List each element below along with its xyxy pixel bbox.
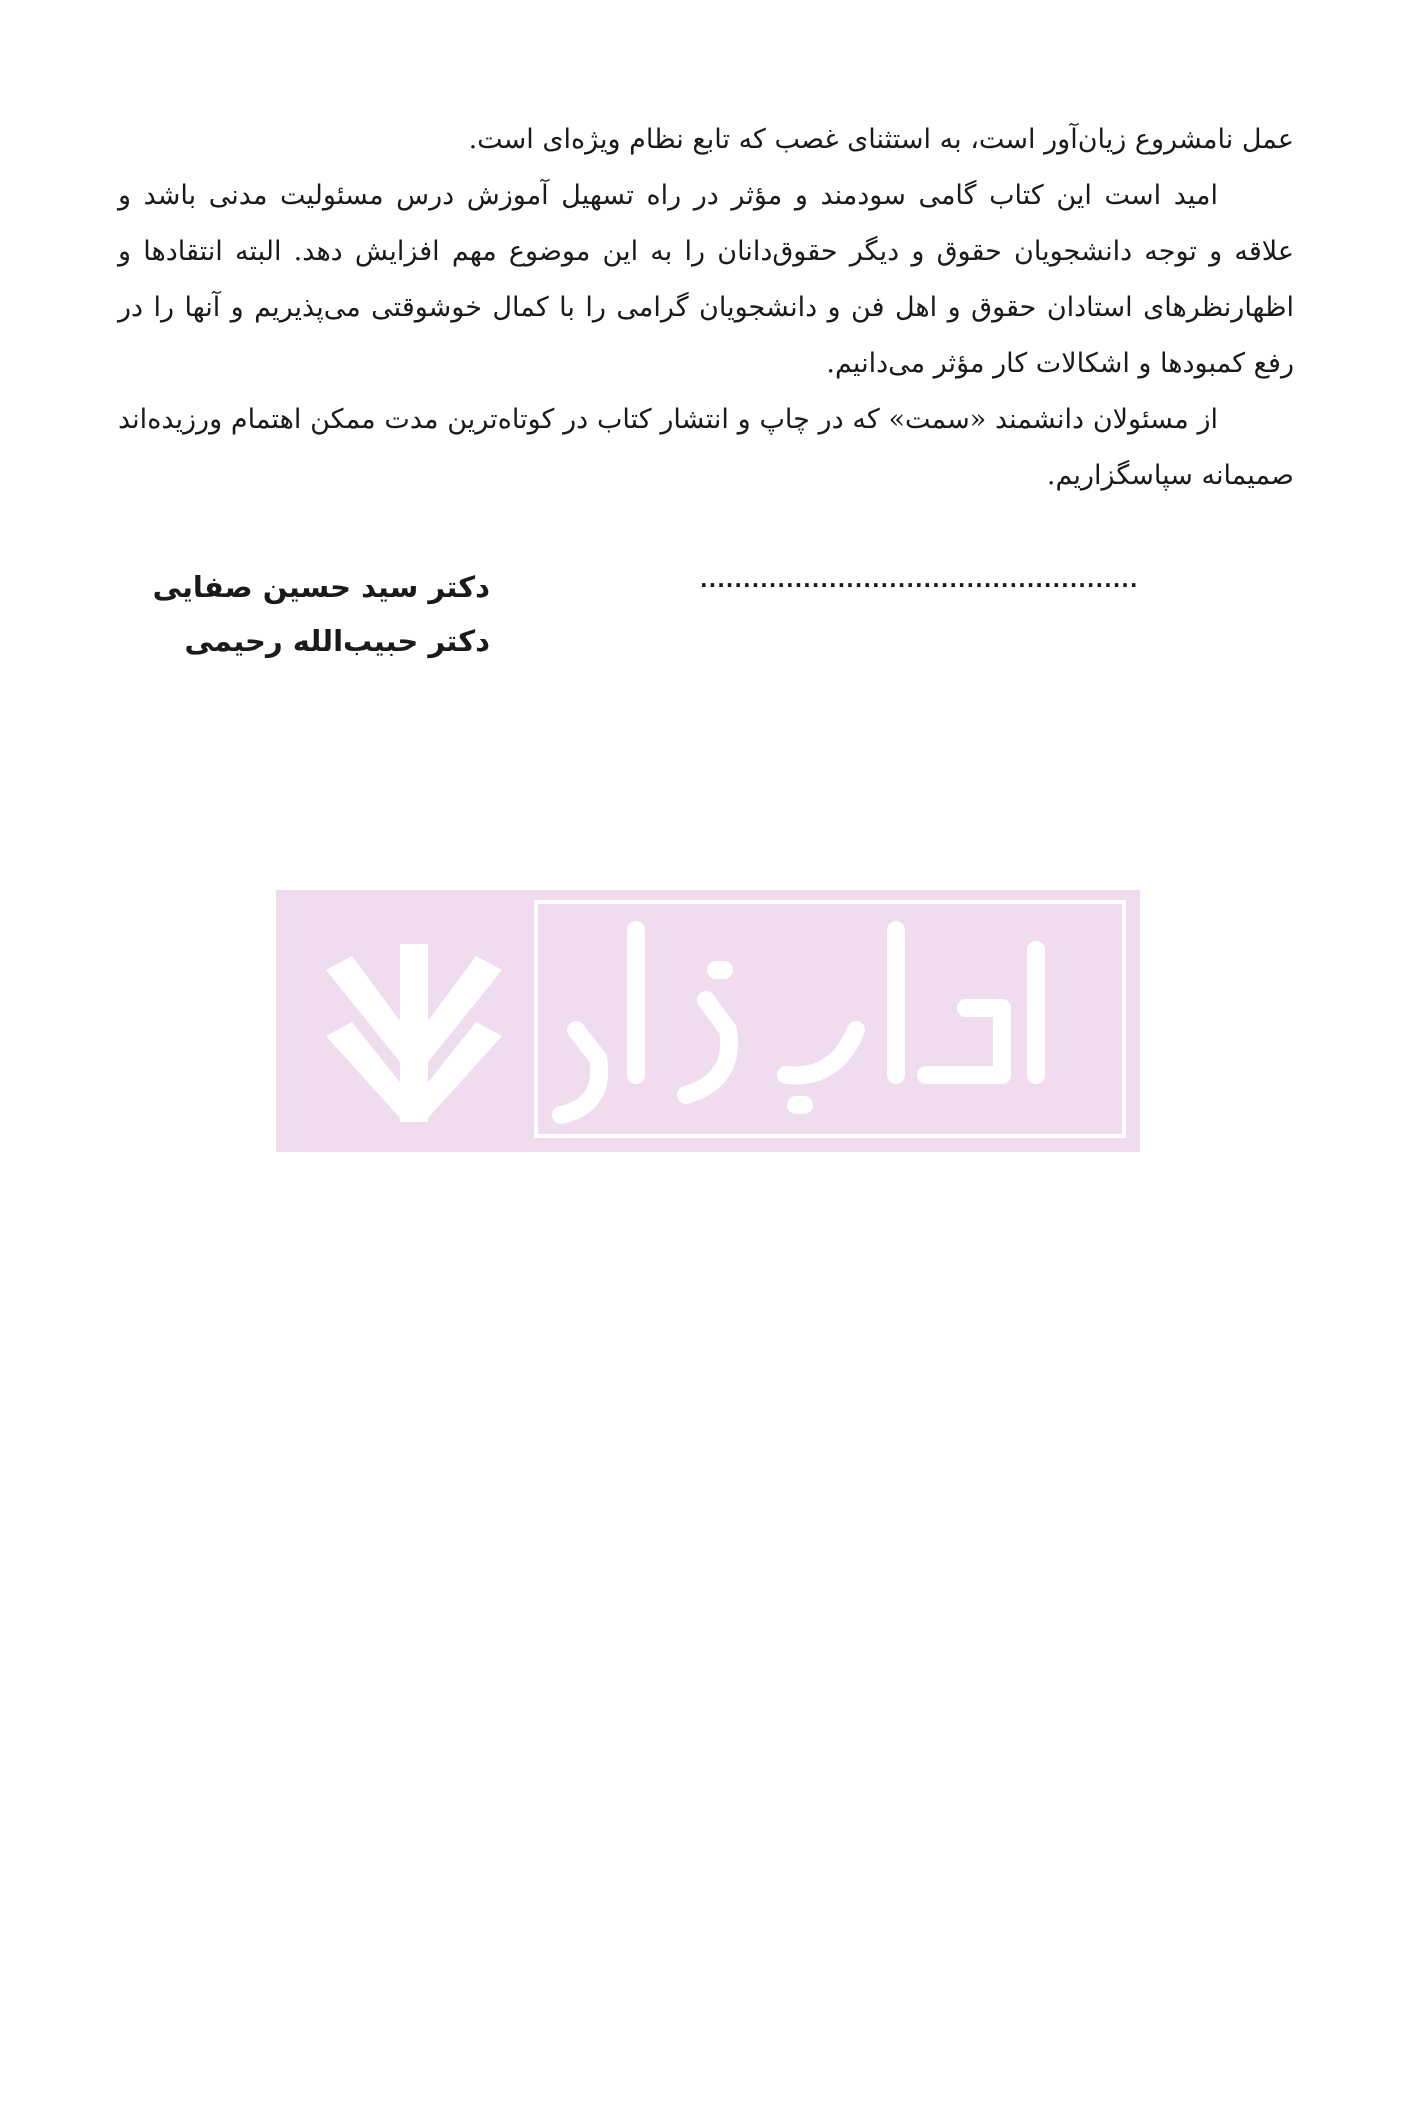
author-names	[150, 560, 490, 668]
paragraph-hope: امید است این کتاب گامی سودمند و مؤثر در راه تسهیل آموزش درس مسئولیت مدنی باشد و علاقه و توجه دانشجویان حقوق و دیگر حقوق‌دانان را به این موضوع مهم افزایش دهد. البته انتقادها و اظهارنظرهای استادان حقوق و اهل فن و دانشجویان گرامی را با کمال خوشوقتی می‌پذیریم و آنها را در رفع کمبودها و اشکالات کار مؤثر می‌دانیم.	[118, 180, 1294, 379]
paragraph-thanks: از مسئولان دانشمند «سمت» که در چاپ و انتشار کتاب در کوتاه‌ترین مدت ممکن اهتمام ورزیده‌اند صمیمانه سپاسگزاریم.	[118, 404, 1294, 491]
watermark	[276, 890, 1140, 1152]
signature-block	[0, 560, 1410, 680]
watermark-graphic	[276, 890, 1140, 1152]
watermark-lettering	[561, 930, 1036, 1115]
author-name-1: دکتر سید حسین صفایی	[152, 570, 490, 604]
author-name-2: دکتر حبیب‌الله رحیمی	[184, 624, 490, 658]
dadbazar-logo-icon	[326, 944, 502, 1122]
signature-dotted-line: ...................................................	[700, 568, 1139, 592]
body-text	[118, 112, 1294, 504]
paragraph-continuation: عمل نامشروع زیان‌آور است، به استثنای غصب که تابع نظام ویژه‌ای است.	[468, 124, 1294, 155]
